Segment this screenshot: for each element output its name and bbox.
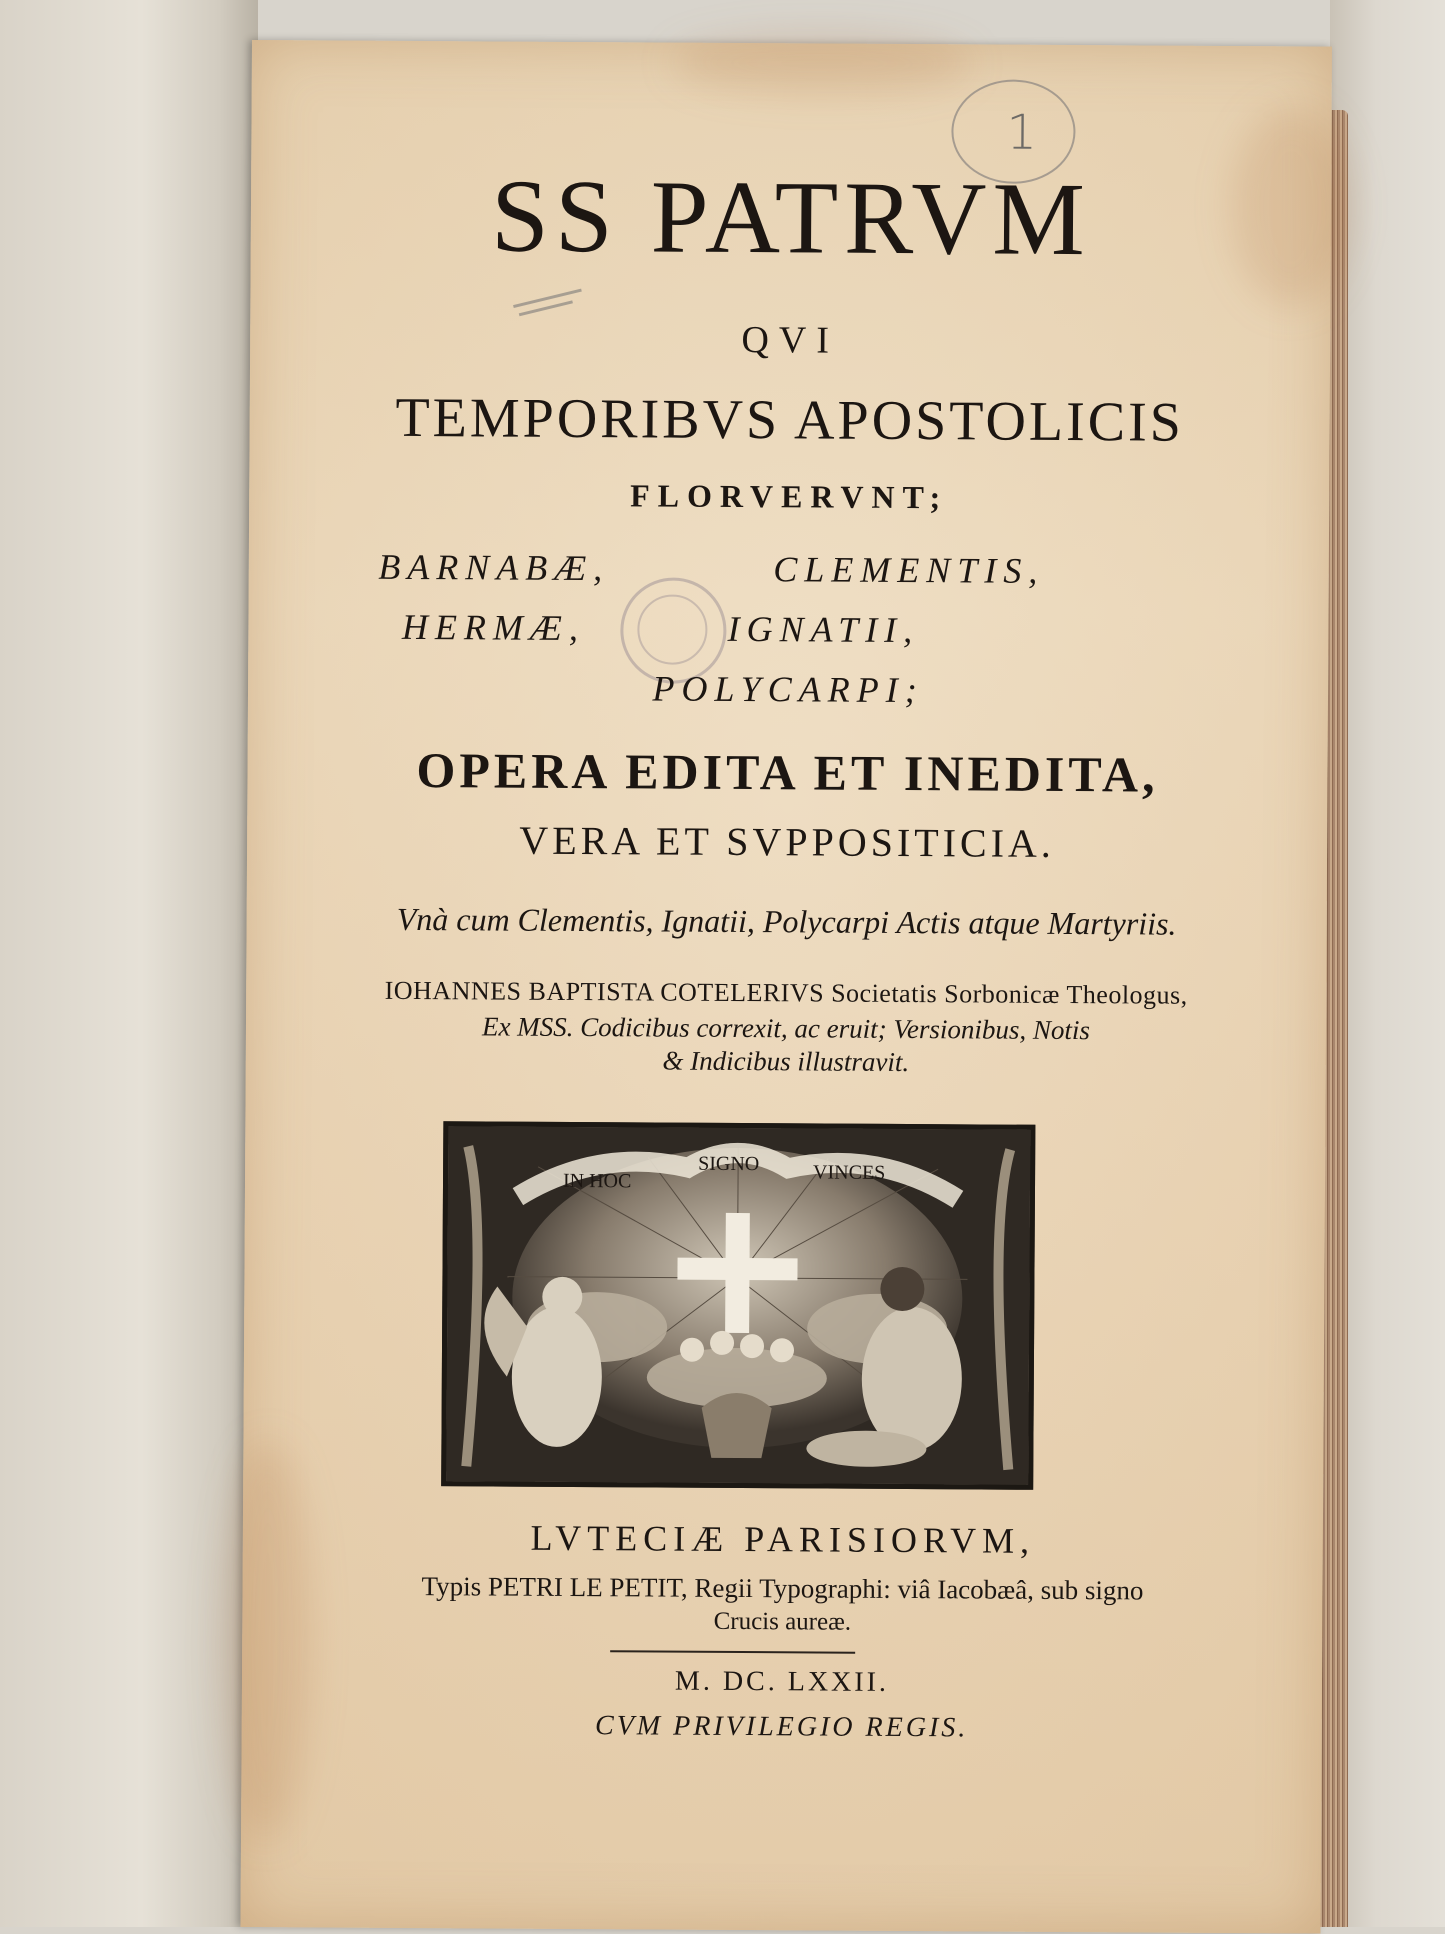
urn-ornament: [701, 1393, 771, 1458]
vera-line: VERA ET SVPPOSITICIA.: [519, 817, 1056, 866]
editor-line-3: & Indicibus illustravit.: [662, 1045, 910, 1078]
pencil-mark: [513, 289, 582, 308]
motto-center: SIGNO: [698, 1152, 760, 1176]
imprint-place: LVTECIÆ PARISIORVM,: [530, 1517, 1036, 1561]
motto-right: VINCES: [813, 1161, 886, 1184]
title-page: [240, 40, 1332, 1934]
opera-line: OPERA EDITA ET INEDITA,: [416, 742, 1159, 803]
author-ignatii: IGNATII,: [727, 608, 920, 651]
printer-line-1: Typis PETRI LE PETIT, Regii Typographi: viâ Iacobæâ, sub signo: [421, 1571, 1144, 1606]
printers-device-engraving: [441, 1121, 1035, 1490]
left-blank-page: [0, 0, 258, 1927]
editor-line-2: Ex MSS. Codicibus correxit, ac eruit; Versionibus, Notis: [481, 1011, 1091, 1046]
main-title: SS PATRVM: [490, 158, 1092, 278]
imprint-year: M. DC. LXXII.: [674, 1665, 890, 1698]
subtitle-qui: QVI: [741, 318, 840, 362]
foxing-stain: [672, 33, 972, 95]
author-hermae: HERMÆ,: [401, 606, 586, 649]
editor-line-1: IOHANNES BAPTISTA COTELERIVS Societatis Sorbonicæ Theologus,: [384, 975, 1188, 1010]
una-cum-line: Vnà cum Clementis, Ignatii, Polycarpi Actis atque Martyriis.: [396, 900, 1177, 942]
printer-line-2: Crucis aureæ.: [713, 1607, 852, 1636]
author-barnabae: BARNABÆ,: [378, 546, 610, 589]
author-clementis: CLEMENTIS,: [773, 549, 1045, 591]
foxing-stain: [221, 1440, 313, 1841]
subtitle-temporibus: TEMPORIBVS APOSTOLICIS: [395, 386, 1185, 454]
divider-rule: [610, 1650, 855, 1653]
motto-left: IN HOC: [562, 1169, 632, 1193]
subtitle-floruerunt: FLORVERVNT;: [630, 477, 949, 516]
privilege-line: CVM PRIVILEGIO REGIS.: [594, 1710, 969, 1744]
author-polycarpi: POLYCARPI;: [652, 668, 924, 711]
pencil-shelf-number: 1: [1006, 104, 1038, 161]
